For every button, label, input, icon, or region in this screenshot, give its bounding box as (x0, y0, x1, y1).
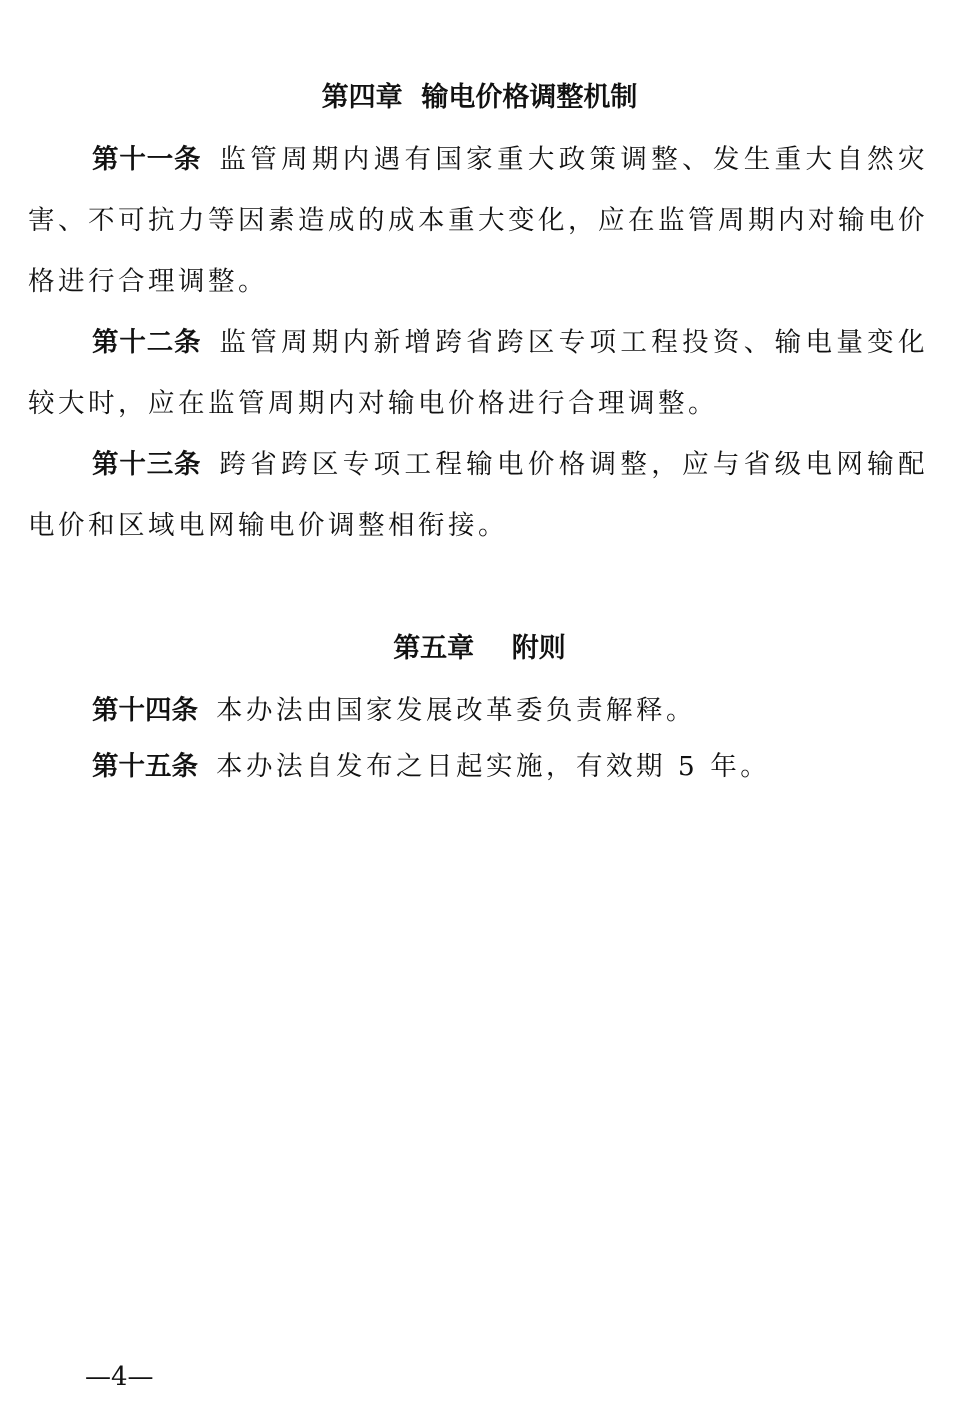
article-13 (28, 434, 928, 556)
article-13-text: 跨省跨区专项工程输电价格调整，应与省级电网输配电价和区域电网输电价调整相衔接。 (28, 449, 929, 541)
article-12 (28, 312, 928, 434)
article-11-label: 第十一条 (92, 144, 202, 175)
article-13-label: 第十三条 (92, 449, 202, 480)
article-14-label: 第十四条 (92, 695, 198, 726)
article-15-text: 本办法自发布之日起实施，有效期 5 年。 (216, 751, 771, 782)
chapter-5-heading: 第五章 附则 (393, 633, 566, 664)
article-12-text: 监管周期内新增跨省跨区专项工程投资、输电量变化较大时，应在监管周期内对输电价格进行合理调整。 (28, 327, 929, 419)
article-11 (28, 129, 928, 312)
article-14-text: 本办法由国家发展改革委负责解释。 (216, 695, 696, 726)
article-15 (28, 736, 928, 797)
article-12-label: 第十二条 (92, 327, 202, 358)
chapter-4-heading: 第四章 输电价格调整机制 (321, 82, 638, 113)
article-11-text: 监管周期内遇有国家重大政策调整、发生重大自然灾害、不可抗力等因素造成的成本重大变化，应在监管周期内对输电价格进行合理调整。 (28, 144, 929, 297)
article-14 (28, 680, 928, 741)
article-15-label: 第十五条 (92, 751, 198, 782)
page-number: —4— (85, 1362, 154, 1392)
